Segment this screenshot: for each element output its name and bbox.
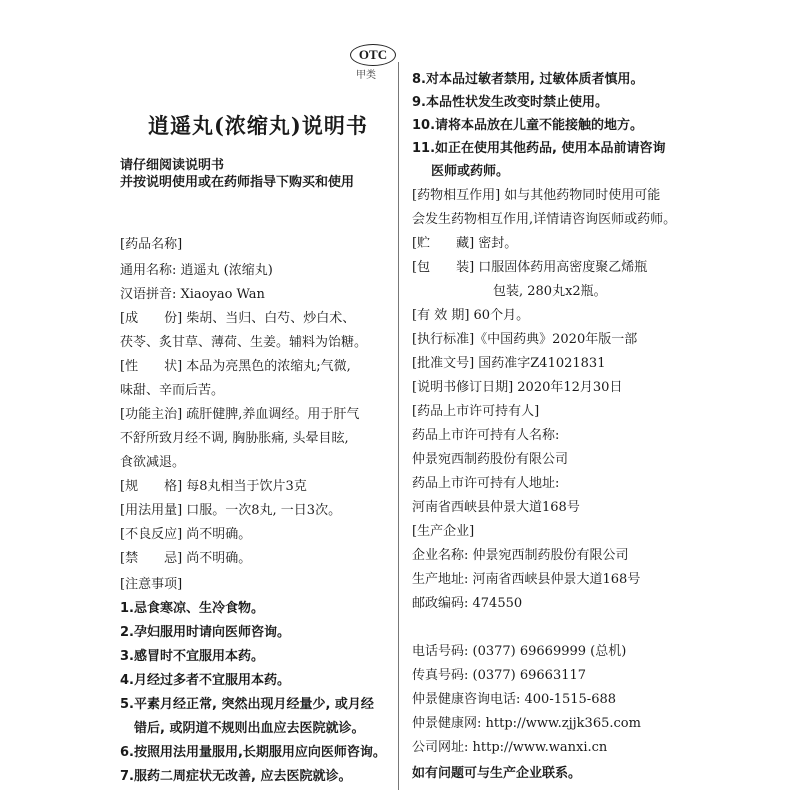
phone-number: 电话号码: (0377) 69669999 (总机) xyxy=(412,644,627,659)
precaution-6: 6.按照用法用量服用,长期服用应向医师咨询。 xyxy=(120,745,386,760)
fax-number: 传真号码: (0377) 69663117 xyxy=(412,668,587,683)
specification: [规 格] 每8丸相当于饮片3克 xyxy=(120,479,307,494)
license-holder-name: 仲景宛西制药股份有限公司 xyxy=(412,452,569,467)
manufacturer-name: 企业名称: 仲景宛西制药股份有限公司 xyxy=(412,548,629,563)
precaution-5-line-2: 错后, 或阴道不规则出血应去医院就诊。 xyxy=(134,721,365,736)
approval-number: [批准文号] 国药准字Z41021831 xyxy=(412,356,606,371)
notice-line-1: 请仔细阅读说明书 xyxy=(120,158,225,173)
indications-line-2: 不舒所致月经不调, 胸胁胀痛, 头晕目眩, xyxy=(120,431,349,446)
contact-note: 如有问题可与生产企业联系。 xyxy=(412,766,582,781)
notice-line-2: 并按说明使用或在药师指导下购买和使用 xyxy=(120,175,355,190)
consultation-phone: 仲景健康咨询电话: 400-1515-688 xyxy=(412,692,617,707)
precaution-9: 9.本品性状发生改变时禁止使用。 xyxy=(412,95,608,110)
otc-category-label: 甲类 xyxy=(356,70,376,81)
drug-interactions-line-2: 会发生药物相互作用,详情请咨询医师或药师。 xyxy=(412,212,677,227)
ingredients-line-2: 茯苓、炙甘草、薄荷、生姜。辅料为饴糖。 xyxy=(120,335,368,350)
description-line-1: [性 状] 本品为亮黑色的浓缩丸;气微, xyxy=(120,359,351,374)
revision-date: [说明书修订日期] 2020年12月30日 xyxy=(412,380,623,395)
adverse-reactions: [不良反应] 尚不明确。 xyxy=(120,527,252,542)
generic-name: 通用名称: 逍遥丸 (浓缩丸) xyxy=(120,263,273,278)
contraindications: [禁 忌] 尚不明确。 xyxy=(120,551,252,566)
manufacturer-address: 生产地址: 河南省西峡县仲景大道168号 xyxy=(412,572,641,587)
precaution-5-line-1: 5.平素月经正常, 突然出现月经量少, 或月经 xyxy=(120,697,374,712)
section-license-holder: [药品上市许可持有人] xyxy=(412,404,540,419)
precaution-11-line-1: 11.如正在使用其他药品, 使用本品前请咨询 xyxy=(412,141,666,156)
document-title: 逍遥丸(浓缩丸)说明书 xyxy=(148,113,368,138)
precaution-7: 7.服药二周症状无改善, 应去医院就诊。 xyxy=(120,769,352,784)
postal-code: 邮政编码: 474550 xyxy=(412,596,523,611)
standard: [执行标准]《中国药典》2020年版一部 xyxy=(412,332,638,347)
license-holder-name-label: 药品上市许可持有人名称: xyxy=(412,428,560,443)
company-website: 公司网址: http://www.wanxi.cn xyxy=(412,740,608,755)
otc-badge: OTC xyxy=(350,44,396,66)
packaging-line-2: 包装, 280丸x2瓶。 xyxy=(493,284,607,299)
indications-line-3: 食欲减退。 xyxy=(120,455,186,470)
precaution-2: 2.孕妇服用时请向医师咨询。 xyxy=(120,625,290,640)
drug-interactions-line-1: [药物相互作用] 如与其他药物同时使用可能 xyxy=(412,188,661,203)
section-manufacturer: [生产企业] xyxy=(412,524,475,539)
section-drug-name: [药品名称] xyxy=(120,237,183,252)
packaging-line-1: [包 装] 口服固体药用高密度聚乙烯瓶 xyxy=(412,260,648,275)
license-holder-address: 河南省西峡县仲景大道168号 xyxy=(412,500,580,515)
precaution-1: 1.忌食寒凉、生冷食物。 xyxy=(120,601,264,616)
column-divider xyxy=(398,62,399,790)
section-precautions: [注意事项] xyxy=(120,577,183,592)
license-holder-address-label: 药品上市许可持有人地址: xyxy=(412,476,560,491)
precaution-11-line-2: 医师或药师。 xyxy=(431,164,510,179)
description-line-2: 味甜、辛而后苦。 xyxy=(120,383,225,398)
precaution-10: 10.请将本品放在儿童不能接触的地方。 xyxy=(412,118,644,133)
dosage: [用法用量] 口服。一次8丸, 一日3次。 xyxy=(120,503,342,518)
precaution-8: 8.对本品过敏者禁用, 过敏体质者慎用。 xyxy=(412,72,644,87)
health-website: 仲景健康网: http://www.zjjk365.com xyxy=(412,716,641,731)
pinyin-name: 汉语拼音: Xiaoyao Wan xyxy=(120,287,265,302)
shelf-life: [有 效 期] 60个月。 xyxy=(412,308,530,323)
precaution-4: 4.月经过多者不宜服用本药。 xyxy=(120,673,290,688)
indications-line-1: [功能主治] 疏肝健脾,养血调经。用于肝气 xyxy=(120,407,360,422)
precaution-3: 3.感冒时不宜服用本药。 xyxy=(120,649,264,664)
storage: [贮 藏] 密封。 xyxy=(412,236,518,251)
ingredients-line-1: [成 份] 柴胡、当归、白芍、炒白术、 xyxy=(120,311,356,326)
